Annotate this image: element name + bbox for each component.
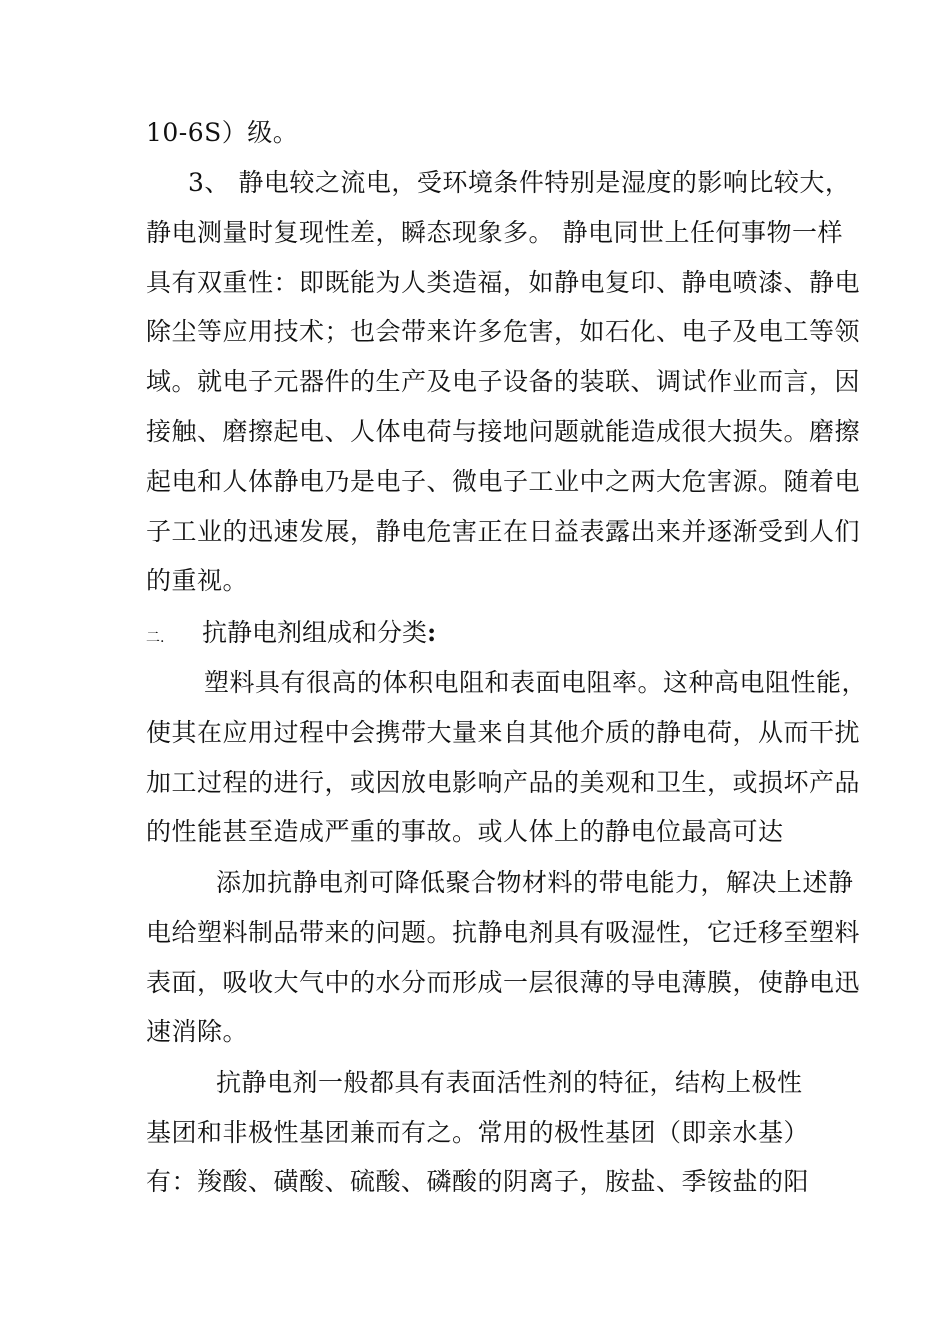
text-line: 基团和非极性基团兼而有之。常用的极性基团（即亲水基） <box>146 1118 810 1147</box>
section-heading <box>202 618 436 648</box>
text-line: 速消除。 <box>146 1017 249 1046</box>
text-line: 表面，吸收大气中的水分而形成一层很薄的导电薄膜，使静电迅 <box>146 968 861 997</box>
text-line: 加工过程的进行，或因放电影响产品的美观和卫生，或损坏产品 <box>146 768 861 797</box>
section-colon: : <box>427 618 437 647</box>
text-line: 10-6S）级。 <box>146 118 299 147</box>
text-line: 塑料具有很高的体积电阻和表面电阻率。这种高电阻性能， <box>204 668 868 697</box>
section-title: 抗静电剂组成和分类 <box>202 618 428 647</box>
text-line: 子工业的迅速发展，静电危害正在日益表露出来并逐渐受到人们 <box>146 517 861 546</box>
text-line: 域。就电子元器件的生产及电子设备的装联、调试作业而言，因 <box>146 367 861 396</box>
text-line: 除尘等应用技术；也会带来许多危害，如石化、电子及电工等领 <box>146 317 861 346</box>
text-line: 具有双重性：即既能为人类造福，如静电复印、静电喷漆、静电 <box>146 268 861 297</box>
text-line: 有：羧酸、磺酸、硫酸、磷酸的阴离子，胺盐、季铵盐的阳 <box>146 1167 810 1196</box>
text-line: 的重视。 <box>146 566 249 595</box>
text-line: 接触、磨擦起电、人体电荷与接地问题就能造成很大损失。磨擦 <box>146 417 861 446</box>
text-line: 起电和人体静电乃是电子、微电子工业中之两大危害源。随着电 <box>146 467 861 496</box>
text-line: 电给塑料制品带来的问题。抗静电剂具有吸湿性，它迁移至塑料 <box>146 918 861 947</box>
text-line: 添加抗静电剂可降低聚合物材料的带电能力，解决上述静 <box>216 868 854 897</box>
text-line: 3、 静电较之流电，受环境条件特别是湿度的影响比较大， <box>188 168 851 197</box>
text-line: 使其在应用过程中会携带大量来自其他介质的静电荷，从而干扰 <box>146 718 861 747</box>
text-line: 静电测量时复现性差，瞬态现象多。 静电同世上任何事物一样 <box>146 218 843 247</box>
text-line: 的性能甚至造成严重的事故。或人体上的静电位最高可达 <box>146 817 784 846</box>
text-line: 抗静电剂一般都具有表面活性剂的特征，结构上极性 <box>216 1068 803 1097</box>
section-number: 二. <box>146 630 165 646</box>
